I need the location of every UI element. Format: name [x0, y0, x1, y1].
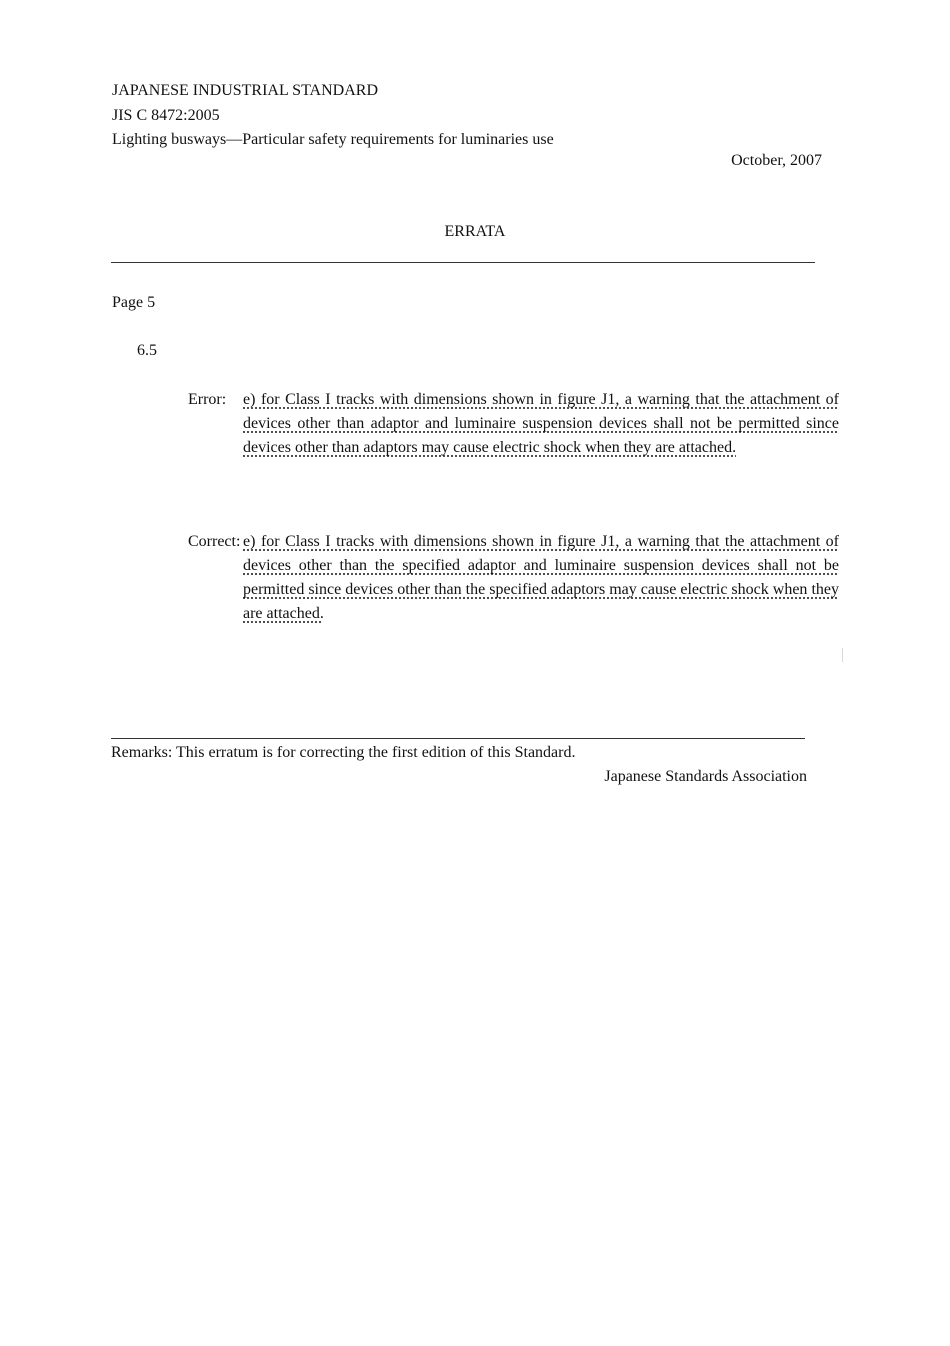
page-reference: Page 5 — [112, 294, 156, 311]
error-text-content: e) for Class I tracks with dimensions shown in figure J1, a warning that the attachment of devices other than adaptor and luminaire suspension devices shall not be permitted since devices other than adaptors may cause electric shock when they are attached. — [243, 391, 839, 456]
error-text — [243, 388, 839, 460]
standard-number: JIS C 8472:2005 — [112, 107, 220, 124]
title-divider — [111, 262, 815, 263]
scan-mark — [842, 648, 843, 662]
issue-date: October, 2007 — [731, 152, 822, 169]
correct-text-content: e) for Class I tracks with dimensions shown in figure J1, a warning that the attachment of devices other than the specified adaptor and luminaire suspension devices shall not be permitted since devices other than the specified adaptors may cause electric shock when they are attached. — [243, 533, 839, 622]
correct-label: Correct: — [188, 533, 241, 550]
footer-divider — [111, 738, 805, 739]
correct-text — [243, 530, 839, 626]
publisher: Japanese Standards Association — [604, 768, 807, 785]
remarks: Remarks: This erratum is for correcting the first edition of this Standard. — [111, 744, 576, 761]
standard-header: JAPANESE INDUSTRIAL STANDARD — [112, 82, 378, 99]
section-reference: 6.5 — [137, 342, 157, 359]
standard-title: Lighting busways—Particular safety requirements for luminaries use — [112, 131, 554, 148]
error-label: Error: — [188, 391, 227, 408]
page-title: ERRATA — [444, 223, 506, 240]
